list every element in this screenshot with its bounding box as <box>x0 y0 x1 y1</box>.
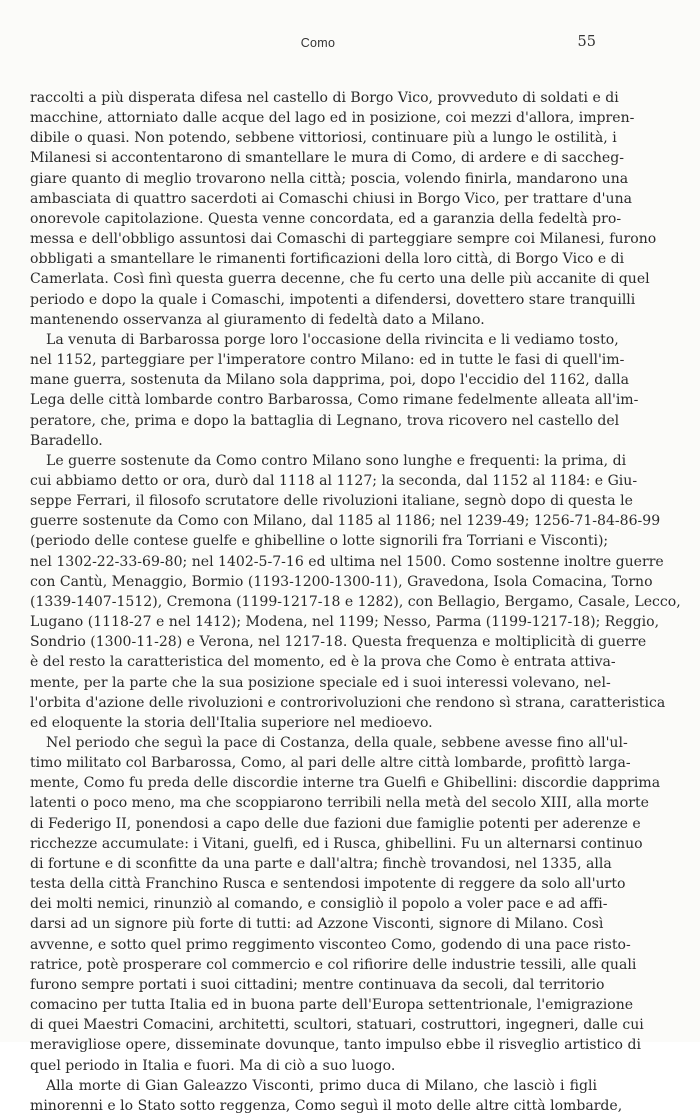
body-text <box>30 88 681 1116</box>
text-line: dei molti nemici, rinunziò al comando, e consigliò il popolo a voler pace e ad affi- <box>30 896 608 913</box>
text-line: raccolti a più disperata difesa nel castello di Borgo Vico, provveduto di soldati e di <box>30 90 619 106</box>
text-line: Camerlata. Così finì questa guerra decenne, che fu certo una delle più accanite di quel <box>30 271 650 288</box>
text-line: peratore, che, prima e dopo la battaglia di Legnano, trova ricovero nel castello del <box>30 412 620 429</box>
text-line: testa della città Franchino Rusca e sentendosi impotente di reggere da solo all'urto <box>30 876 626 893</box>
text-line: mane guerra, sostenuta da Milano sola dapprima, poi, dopo l'eccidio del 1162, dalla <box>30 372 629 389</box>
text-line: di fortune e di sconfitte da una parte e dall'altra; finchè trovandosi, nel 1335, alla <box>30 855 612 872</box>
text-line: Baradello. <box>30 432 103 449</box>
text-line: Lugano (1118-27 e nel 1412); Modena, nel 1199; Nesso, Parma (1199-1217-18); Reggio, <box>30 614 660 631</box>
text-line: meravigliose opere, disseminate dovunque, tanto impulso ebbe il risveglio artistico di <box>30 1037 641 1054</box>
text-line: dibile o quasi. Non potendo, sebbene vittoriosi, continuare più a lungo le ostilità, i <box>30 130 617 147</box>
text-line: di Federigo II, ponendosi a capo delle due fazioni due famiglie potenti per aderenze e <box>30 815 641 832</box>
text-line: Alla morte di Gian Galeazzo Visconti, primo duca di Milano, che lasciò i figli <box>46 1077 597 1094</box>
text-line: messa e dell'obbligo assuntosi dai Comaschi di parteggiare sempre coi Milanesi, furono <box>30 231 657 248</box>
text-line: ricchezze accumulate: i Vitani, guelfi, ed i Rusca, ghibellini. Fu un alternarsi continuo <box>30 835 643 852</box>
text-line: La venuta di Barbarossa porge loro l'occasione della rivincita e li vediamo tosto, <box>46 331 619 348</box>
text-line: Nel periodo che seguì la pace di Costanza, della quale, sebbene avesse fino all'ul- <box>46 735 628 751</box>
text-line: ratrice, potè prosperare col commercio e col rifiorire delle industrie tessili, alle quali <box>30 956 637 973</box>
text-line: ed eloquente la storia dell'Italia superiore nel medioevo. <box>30 714 433 731</box>
text-line: giare quanto di meglio trovarono nella città; poscia, volendo finirla, mandarono una <box>30 170 629 187</box>
page-number: 55 <box>577 34 596 50</box>
paragraph <box>30 733 661 1076</box>
text-line: seppe Ferrari, il filosofo scrutatore delle rivoluzioni italiane, segnò dopo di questa le <box>30 493 633 510</box>
text-line: obbligati a smantellare le rimanenti fortificazioni della loro città, di Borgo Vico e di <box>30 251 625 268</box>
text-line: mantenendo osservanza al giuramento di fedeltà dato a Milano. <box>30 311 485 328</box>
running-title: Como <box>300 36 336 50</box>
text-line: timo militato col Barbarossa, Como, al pari delle altre città lombarde, profittò larga- <box>30 755 631 772</box>
text-line: onorevole capitolazione. Questa venne concordata, ed a garanzia della fedeltà pro- <box>30 210 622 227</box>
text-line: furono sempre portati i suoi cittadini; mentre continuava da secoli, dal territorio <box>30 976 605 993</box>
text-line: di quei Maestri Comacini, architetti, scultori, statuari, costruttori, ingegneri, dalle cui <box>30 1017 644 1034</box>
text-line: guerre sostenute da Como con Milano, dal 1185 al 1186; nel 1239-49; 1256-71-84-86-99 <box>30 513 661 530</box>
running-head <box>40 34 596 56</box>
text-line: Lega delle città lombarde contro Barbarossa, Como rimane fedelmente alleata all'im- <box>30 392 639 409</box>
text-line: quel periodo in Italia e fuori. Ma di ciò a suo luogo. <box>30 1057 396 1074</box>
text-line: cui abbiamo detto or ora, durò dal 1118 al 1127; la seconda, dal 1152 al 1184: e Giu- <box>30 472 638 489</box>
text-line: (1339-1407-1512), Cremona (1199-1217-18 e 1282), con Bellagio, Bergamo, Casale, Lecco, <box>30 593 681 610</box>
text-line: è del resto la caratteristica del momento, ed è la prova che Como è entrata attiva- <box>30 654 616 671</box>
text-line: darsi ad un signore più forte di tutti: ad Azzone Visconti, signore di Milano. Così <box>30 916 604 933</box>
text-line: con Cantù, Menaggio, Bormio (1193-1200-1300-11), Gravedona, Isola Comacina, Torno <box>30 573 653 590</box>
paragraph <box>30 1076 623 1116</box>
text-line: mente, per la parte che la sua posizione speciale ed i suoi interessi volevano, nel- <box>30 674 611 691</box>
paragraph <box>30 330 639 451</box>
text-line: nel 1152, parteggiare per l'imperatore contro Milano: ed in tutte le fasi di quell'im- <box>30 352 625 369</box>
text-line: l'orbita d'azione delle rivoluzioni e controrivoluzioni che rendono sì strana, caratteristica <box>30 694 666 711</box>
text-line: minorenni e lo Stato sotto reggenza, Como seguì il moto delle altre città lombarde, <box>30 1097 623 1114</box>
text-line: (periodo delle contese guelfe e ghibelline o lotte signorili fra Torriani e Visconti); <box>30 533 609 550</box>
text-line: Le guerre sostenute da Como contro Milano sono lunghe e frequenti: la prima, di <box>46 452 627 469</box>
text-line: ambasciata di quattro sacerdoti ai Comaschi chiusi in Borgo Vico, per trattare d'una <box>30 190 632 207</box>
text-line: latenti o poco meno, ma che scoppiarono terribili nella metà del secolo XIII, alla morte <box>30 795 649 812</box>
text-line: Sondrio (1300-11-28) e Verona, nel 1217-18. Questa frequenza e moltiplicità di guerre <box>30 634 647 651</box>
text-line: mente, Como fu preda delle discordie interne tra Guelfi e Ghibellini: discordie dapprima <box>30 775 661 792</box>
text-line: nel 1302-22-33-69-80; nel 1402-5-7-16 ed ultima nel 1500. Como sostenne inoltre guerre <box>30 553 664 570</box>
paragraph <box>30 88 657 330</box>
text-line: macchine, attorniato dalle acque del lago ed in posizione, coi mezzi d'allora, impren- <box>30 110 635 127</box>
text-line: avvenne, e sotto quel primo reggimento visconteo Como, godendo di una pace risto- <box>30 936 631 953</box>
paragraph <box>30 451 681 733</box>
text-line: periodo e dopo la quale i Comaschi, impotenti a difendersi, dovettero stare tranquilli <box>30 291 636 308</box>
text-line: comacino per tutta Italia ed in buona parte dell'Europa settentrionale, l'emigrazione <box>30 997 634 1014</box>
text-line: Milanesi si accontentarono di smantellare le mura di Como, di ardere e di saccheg- <box>30 150 624 167</box>
